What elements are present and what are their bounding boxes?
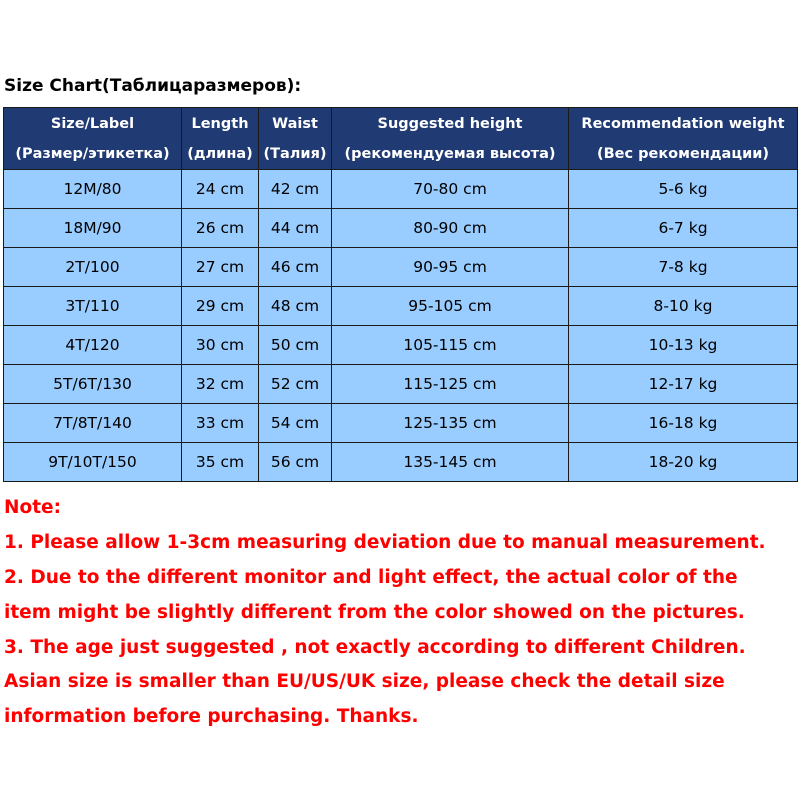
cell-size: 5T/6T/130 — [4, 365, 182, 404]
cell-height: 125-135 cm — [332, 404, 569, 443]
cell-waist: 54 cm — [259, 404, 332, 443]
table-row — [4, 443, 798, 482]
cell-weight: 6-7 kg — [569, 209, 798, 248]
header-suggested-height — [332, 108, 569, 170]
header-text: Length — [191, 115, 249, 132]
cell-size: 12M/80 — [4, 170, 182, 209]
cell-height: 105-115 cm — [332, 326, 569, 365]
cell-size: 3T/110 — [4, 287, 182, 326]
header-text-ru: (Талия) — [263, 145, 327, 162]
page-title: Size Chart(Таблицаразмеров): — [4, 76, 302, 96]
cell-size: 2T/100 — [4, 248, 182, 287]
cell-length: 24 cm — [182, 170, 259, 209]
table-row — [4, 170, 798, 209]
cell-weight: 12-17 kg — [569, 365, 798, 404]
table-row — [4, 365, 798, 404]
table-row — [4, 209, 798, 248]
cell-length: 27 cm — [182, 248, 259, 287]
cell-height: 135-145 cm — [332, 443, 569, 482]
cell-waist: 42 cm — [259, 170, 332, 209]
cell-weight: 7-8 kg — [569, 248, 798, 287]
cell-length: 29 cm — [182, 287, 259, 326]
cell-waist: 56 cm — [259, 443, 332, 482]
header-text-ru: (Вес рекомендации) — [596, 145, 770, 162]
header-text: Waist — [272, 115, 318, 132]
cell-height: 90-95 cm — [332, 248, 569, 287]
header-text-ru: (Размер/этикетка) — [15, 145, 170, 162]
cell-size: 18M/90 — [4, 209, 182, 248]
cell-size: 4T/120 — [4, 326, 182, 365]
cell-height: 95-105 cm — [332, 287, 569, 326]
header-waist — [259, 108, 332, 170]
note-line: Asian size is smaller than EU/US/UK size, please check the detail size — [4, 671, 725, 693]
cell-waist: 48 cm — [259, 287, 332, 326]
header-length — [182, 108, 259, 170]
cell-length: 32 cm — [182, 365, 259, 404]
cell-weight: 5-6 kg — [569, 170, 798, 209]
note-heading: Note: — [4, 497, 61, 518]
header-text: Size/Label — [50, 115, 135, 132]
cell-weight: 10-13 kg — [569, 326, 798, 365]
cell-weight: 8-10 kg — [569, 287, 798, 326]
table-row — [4, 404, 798, 443]
cell-weight: 18-20 kg — [569, 443, 798, 482]
header-text: Recommendation weight — [581, 115, 785, 132]
header-text-ru: (длина) — [187, 145, 253, 162]
notes-section — [4, 491, 798, 735]
cell-height: 80-90 cm — [332, 209, 569, 248]
header-text-ru: (рекомендуемая высота) — [344, 145, 556, 162]
cell-size: 9T/10T/150 — [4, 443, 182, 482]
cell-height: 115-125 cm — [332, 365, 569, 404]
cell-waist: 52 cm — [259, 365, 332, 404]
note-line: information before purchasing. Thanks. — [4, 706, 419, 728]
cell-length: 26 cm — [182, 209, 259, 248]
header-size-label — [4, 108, 182, 170]
cell-weight: 16-18 kg — [569, 404, 798, 443]
note-line: 3. The age just suggested , not exactly according to different Children. — [4, 636, 746, 658]
table-header-row — [4, 108, 798, 170]
cell-length: 35 cm — [182, 443, 259, 482]
cell-size: 7T/8T/140 — [4, 404, 182, 443]
table-row — [4, 248, 798, 287]
size-chart-table — [3, 107, 798, 482]
cell-waist: 46 cm — [259, 248, 332, 287]
note-line: 1. Please allow 1-3cm measuring deviation due to manual measurement. — [4, 531, 766, 553]
header-recommendation-weight — [569, 108, 798, 170]
note-line: item might be slightly different from the color showed on the pictures. — [4, 601, 745, 623]
cell-waist: 44 cm — [259, 209, 332, 248]
table-row — [4, 287, 798, 326]
note-line: 2. Due to the different monitor and light effect, the actual color of the — [4, 566, 738, 588]
header-text: Suggested height — [377, 115, 523, 132]
cell-height: 70-80 cm — [332, 170, 569, 209]
cell-length: 30 cm — [182, 326, 259, 365]
cell-waist: 50 cm — [259, 326, 332, 365]
table-row — [4, 326, 798, 365]
cell-length: 33 cm — [182, 404, 259, 443]
